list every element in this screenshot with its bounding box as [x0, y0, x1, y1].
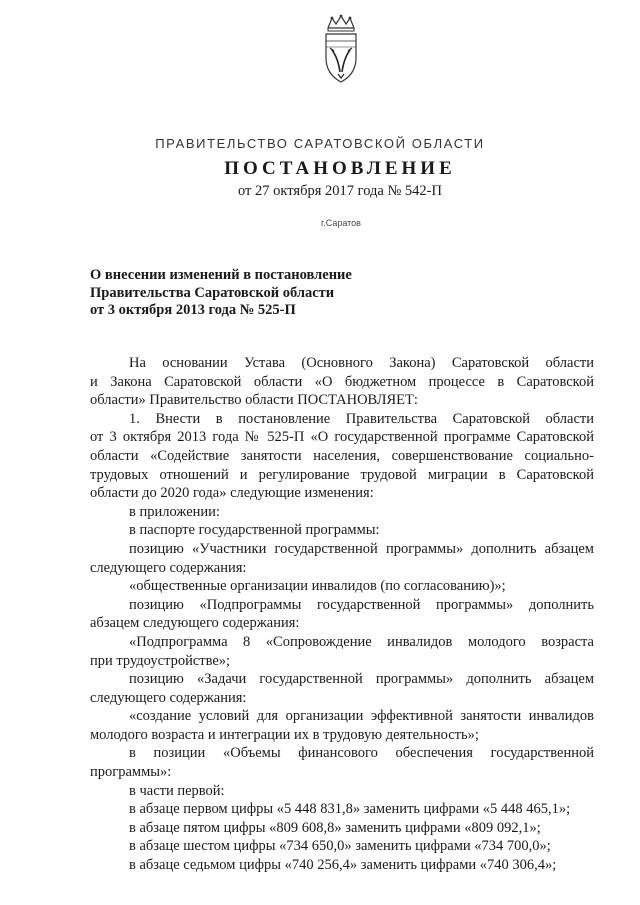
- body-line: следующего содержания:: [90, 559, 247, 576]
- document-type: ПОСТАНОВЛЕНИЕ: [224, 158, 456, 179]
- document-body: [90, 354, 594, 875]
- body-line: в абзаце седьмом цифры «740 256,4» заменить цифрами «740 306,4»;: [129, 857, 557, 874]
- body-line: в позиции «Объемы финансового обеспечения государственной: [129, 745, 594, 762]
- body-line: абзацем следующего содержания:: [90, 615, 300, 632]
- body-line: в абзаце шестом цифры «734 650,0» заменить цифрами «734 700,0»;: [129, 838, 551, 855]
- subject-line: Правительства Саратовской области: [90, 284, 335, 301]
- body-line: области до 2020 года» следующие изменения:: [90, 485, 374, 502]
- body-line: «общественные организации инвалидов (по согласованию)»;: [129, 578, 506, 595]
- body-line: трудовых отношений и регулирование трудовой миграции в Саратовской: [90, 466, 594, 483]
- body-line: и Закона Саратовской области «О бюджетном процессе в Саратовской: [90, 373, 594, 390]
- body-line: молодого возраста и интеграции их в трудовую деятельность»;: [90, 726, 479, 743]
- document-date-number: от 27 октября 2017 года № 542-П: [238, 183, 442, 199]
- body-line: следующего содержания:: [90, 689, 247, 706]
- body-line: 1. Внести в постановление Правительства Саратовской области: [129, 410, 594, 427]
- body-line: в абзаце пятом цифры «809 608,8» заменить цифрами «809 092,1»;: [129, 819, 541, 836]
- body-line: программы»:: [90, 764, 172, 781]
- document-city: г.Саратов: [321, 218, 361, 228]
- body-line: в абзаце первом цифры «5 448 831,8» заменить цифрами «5 448 465,1»;: [129, 801, 571, 818]
- subject-line: О внесении изменений в постановление: [90, 267, 352, 283]
- body-line: позицию «Участники государственной программы» дополнить абзацем: [129, 540, 594, 557]
- body-line: «создание условий для организации эффективной занятости инвалидов: [129, 708, 594, 725]
- body-line: в паспорте государственной программы:: [129, 522, 380, 539]
- body-line: позицию «Подпрограммы государственной программы» дополнить: [129, 596, 594, 613]
- document-subject: [90, 267, 352, 320]
- body-line: области «Содействие занятости населения, совершенствование социально-: [90, 447, 594, 464]
- body-line: позицию «Задачи государственной программы» дополнить абзацем: [129, 671, 594, 688]
- body-line: На основании Устава (Основного Закона) Саратовской области: [129, 355, 594, 371]
- body-line: области» Правительство области ПОСТАНОВЛЯЕТ:: [90, 392, 418, 409]
- subject-line: от 3 октября 2013 года № 525-П: [90, 302, 296, 318]
- body-line: в части первой:: [129, 782, 225, 799]
- government-title: ПРАВИТЕЛЬСТВО САРАТОВСКОЙ ОБЛАСТИ: [155, 136, 485, 151]
- saratov-coat-of-arms-emblem: [316, 14, 366, 88]
- body-line: «Подпрограмма 8 «Сопровождение инвалидов молодого возраста: [129, 633, 594, 650]
- body-line: в приложении:: [129, 503, 220, 520]
- body-line: от 3 октября 2013 года № 525-П «О государственной программе Саратовской: [90, 429, 594, 446]
- body-line: при трудоустройстве»;: [90, 652, 231, 669]
